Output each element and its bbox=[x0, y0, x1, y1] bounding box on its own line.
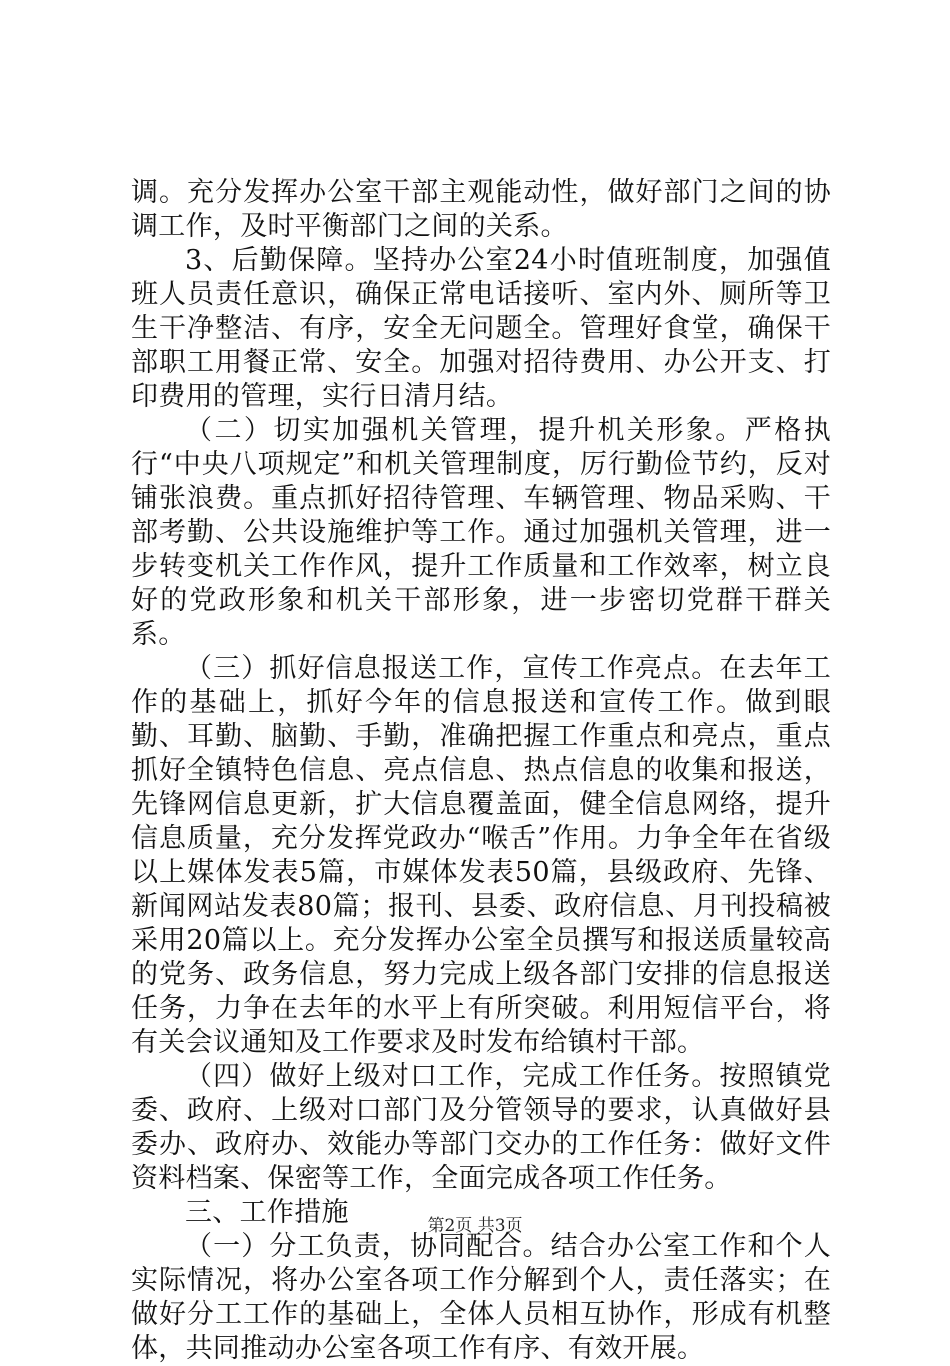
document-body bbox=[131, 176, 831, 1366]
paragraph-agency-management: （二）切实加强机关管理，提升机关形象。严格执行“中央八项规定”和机关管理制度，厉行勤俭节约，反对铺张浪费。重点抓好招待管理、车辆管理、物品采购、干部考勤、公共设施维护等工作。通过加强机关管理，进一步转变机关工作作风，提升工作质量和工作效率，树立良好的党政形象和机关干部形象，进一步密切党群干群关系。 bbox=[131, 415, 831, 650]
paragraph-logistics: 3、后勤保障。坚持办公室24小时值班制度，加强值班人员责任意识，确保正常电话接听、室内外、厕所等卫生干净整洁、有序，安全无问题全。管理好食堂，确保干部职工用餐正常、安全。加强对招待费用、办公开支、打印费用的管理，实行日清月结。 bbox=[131, 245, 831, 412]
page-number-footer: 第2页 共3页 bbox=[427, 1216, 523, 1236]
paragraph-division-of-labor: （一）分工负责，协同配合。结合办公室工作和个人实际情况，将办公室各项工作分解到个人，责任落实；在做好分工工作的基础上，全体人员相互协作，形成有机整体，共同推动办公室各项工作有序、有效开展。 bbox=[131, 1231, 831, 1364]
paragraph-superior-work: （四）做好上级对口工作，完成工作任务。按照镇党委、政府、上级对口部门及分管领导的要求，认真做好县委办、政府办、效能办等部门交办的工作任务：做好文件资料档案、保密等工作，全面完成各项工作任务。 bbox=[131, 1061, 831, 1194]
section-heading-measures: 三、工作措施 bbox=[185, 1197, 349, 1228]
paragraph-continuation: 调。充分发挥办公室干部主观能动性，做好部门之间的协调工作，及时平衡部门之间的关系。 bbox=[131, 177, 831, 242]
paragraph-information-reporting: （三）抓好信息报送工作，宣传工作亮点。在去年工作的基础上，抓好今年的信息报送和宣传工作。做到眼勤、耳勤、脑勤、手勤，准确把握工作重点和亮点，重点抓好全镇特色信息、亮点信息、热点信息的收集和报送，先锋网信息更新，扩大信息覆盖面，健全信息网络，提升信息质量，充分发挥党政办“喉舌”作用。力争全年在省级以上媒体发表5篇，市媒体发表50篇，县级政府、先锋、新闻网站发表80篇；报刊、县委、政府信息、月刊投稿被采用20篇以上。充分发挥办公室全员撰写和报送质量较高的党务、政务信息，努力完成上级各部门安排的信息报送任务，力争在去年的水平上有所突破。利用短信平台，将有关会议通知及工作要求及时发布给镇村干部。 bbox=[131, 653, 831, 1058]
